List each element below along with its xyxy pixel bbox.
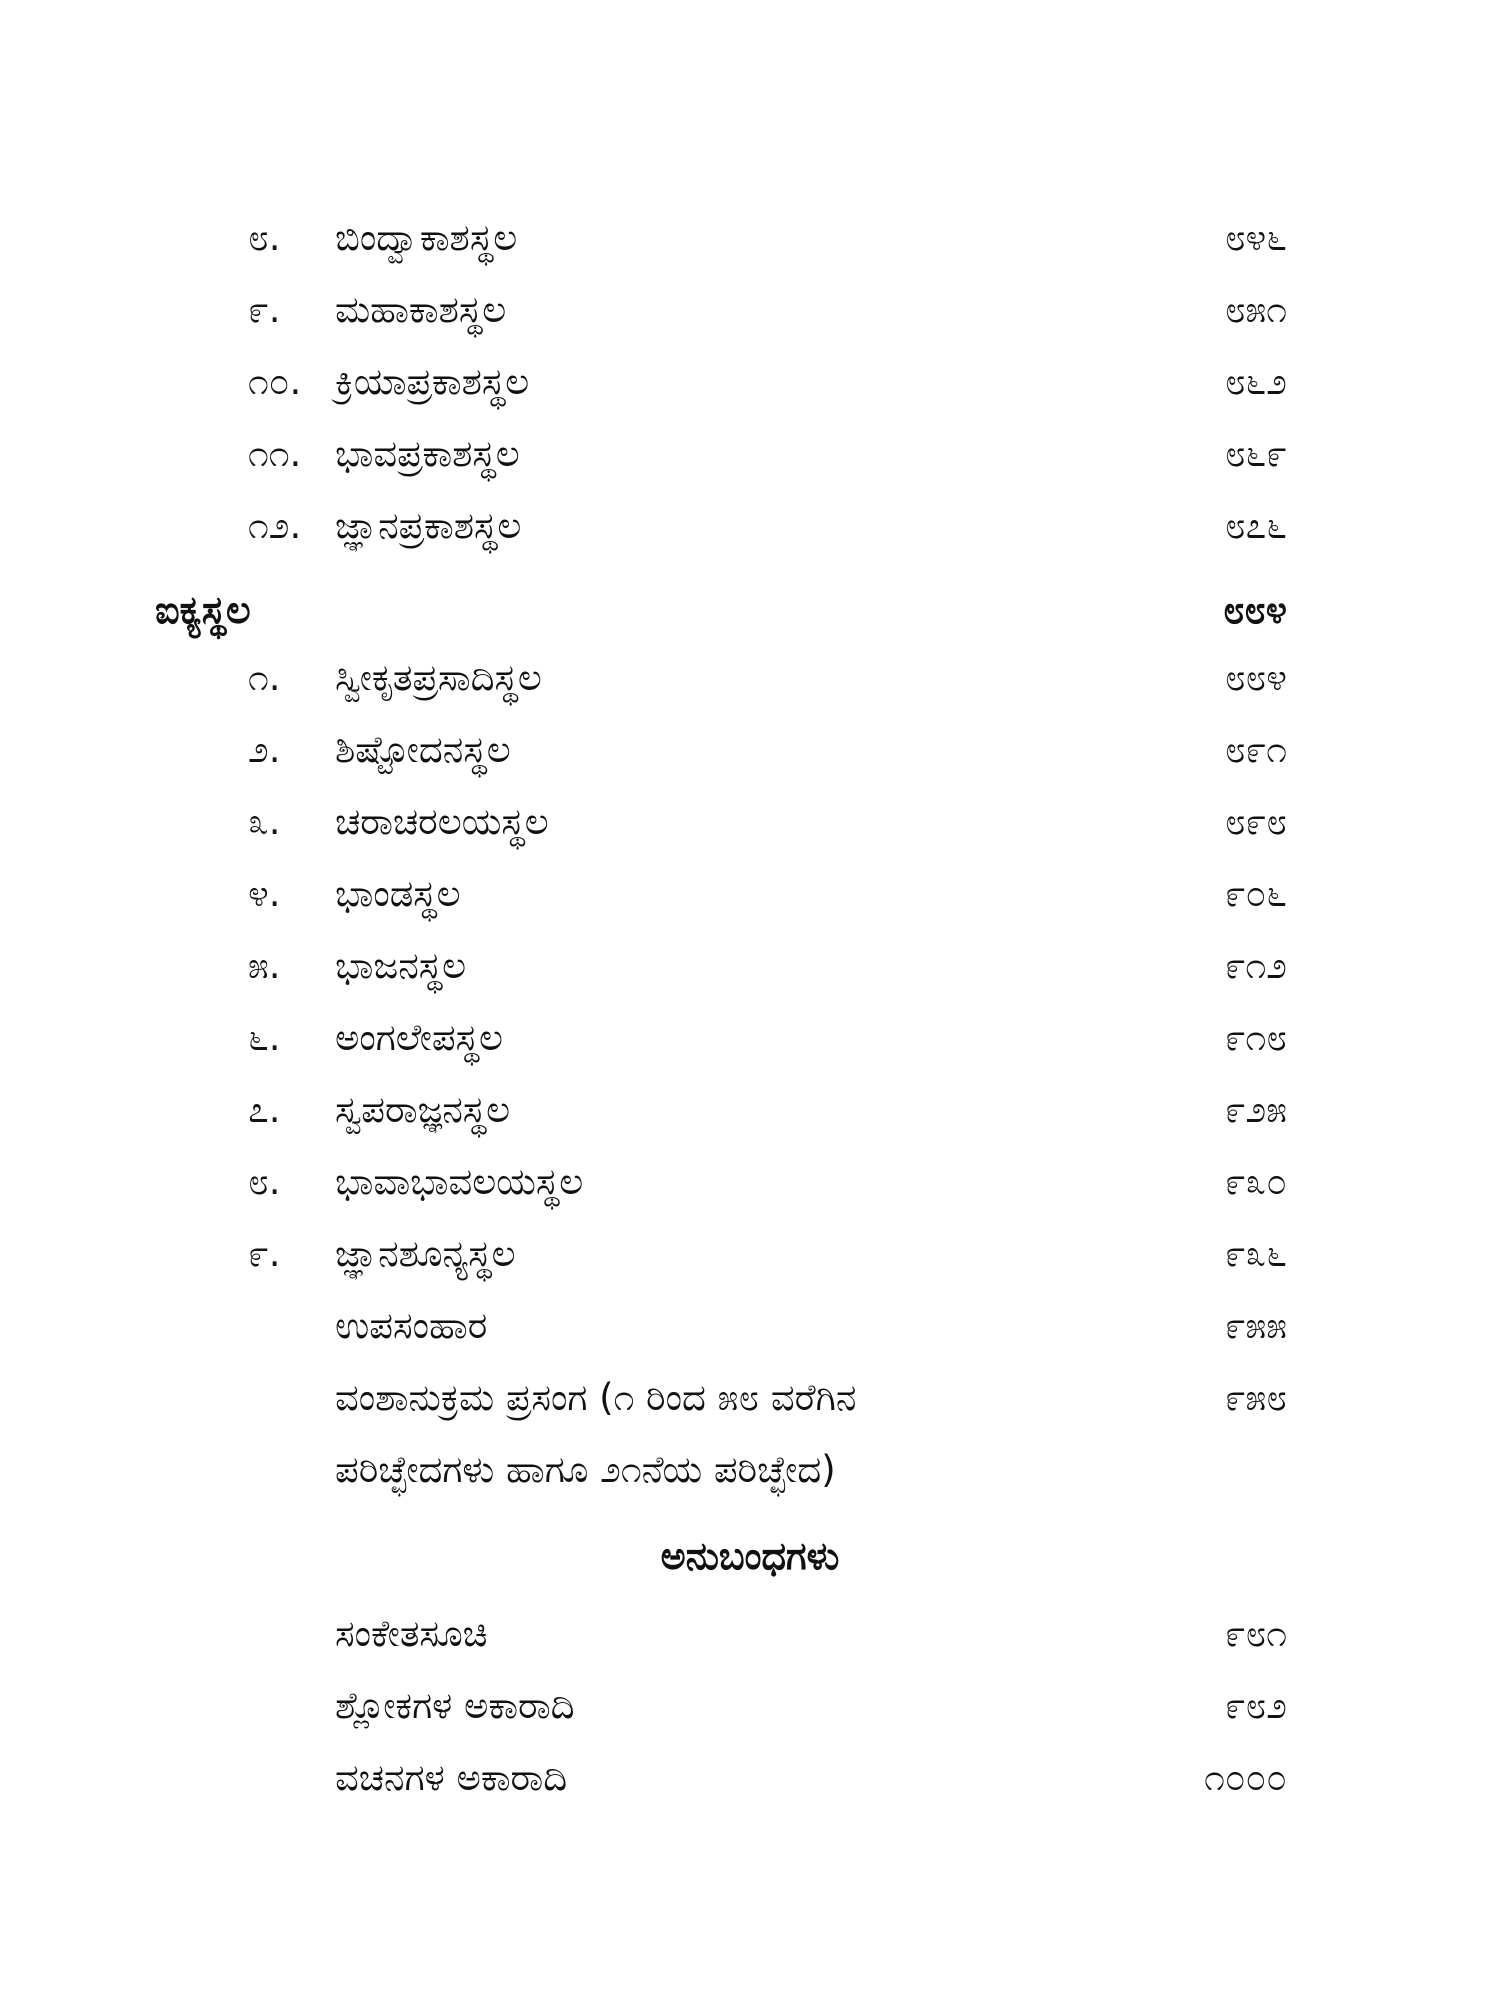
- toc-row: [0, 424, 1500, 484]
- item-page: ೮೯೮: [1224, 800, 1287, 843]
- section-page: ೮೮೪: [1223, 588, 1287, 632]
- toc-row: [0, 792, 1500, 852]
- item-title: ಅಂಗಲೇಪಸ್ಥಲ: [335, 1016, 503, 1059]
- item-number: ೬.: [248, 1016, 281, 1059]
- appendix-heading: ಅನುಬಂಧಗಳು: [660, 1534, 840, 1578]
- item-page: ೯೦೬: [1224, 872, 1287, 915]
- toc-row: [0, 352, 1500, 412]
- toc-row: [0, 208, 1500, 268]
- item-title: ಶಿಷ್ಟೋದನಸ್ಥಲ: [335, 728, 511, 771]
- item-number: ೯.: [248, 288, 281, 331]
- toc-row: [0, 1224, 1500, 1284]
- toc-row: [0, 720, 1500, 780]
- item-title: ಭಾಂಡಸ್ಥಲ: [335, 872, 461, 915]
- item-title: ಭಾಜನಸ್ಥಲ: [335, 944, 467, 987]
- toc-row: [0, 936, 1500, 996]
- item-title: ವಂಶಾನುಕ್ರಮ ಪ್ರಸಂಗ (೧ ರಿಂದ ೫೮ ವರೆಗಿನ: [335, 1376, 857, 1419]
- item-title: ಭಾವಾಭಾವಲಯಸ್ಥಲ: [335, 1160, 584, 1203]
- item-title: ಮಹಾಕಾಶಸ್ಥಲ: [335, 288, 507, 331]
- item-page: ೮೬೨: [1224, 360, 1287, 403]
- toc-row: [0, 1152, 1500, 1212]
- item-page: ೯೫೫: [1224, 1304, 1287, 1347]
- item-number: ೧೨.: [248, 504, 302, 547]
- toc-row: [0, 648, 1500, 708]
- item-number: ೪.: [248, 872, 281, 915]
- item-title: ಜ್ಞಾನಶೂನ್ಯಸ್ಥಲ: [335, 1232, 516, 1275]
- item-number: ೨.: [248, 728, 281, 771]
- item-title-continuation: ಪರಿಚ್ಛೇದಗಳು ಹಾಗೂ ೨೧ನೆಯ ಪರಿಚ್ಛೇದ): [335, 1448, 836, 1491]
- item-page: ೯೧೨: [1224, 944, 1287, 987]
- item-number: ೭.: [248, 1088, 281, 1131]
- toc-row: [0, 1296, 1500, 1356]
- item-page: ೮೫೧: [1224, 288, 1287, 331]
- item-title: ಬಿಂದ್ವಾಕಾಶಸ್ಥಲ: [335, 216, 518, 259]
- item-number: ೮.: [248, 216, 281, 259]
- item-page: ೯೩೬: [1224, 1232, 1287, 1275]
- item-title: ಉಪಸಂಹಾರ: [335, 1304, 488, 1347]
- item-page: ೯೧೮: [1224, 1016, 1287, 1059]
- item-number: ೧.: [248, 656, 281, 699]
- item-page: ೯೩೦: [1224, 1160, 1287, 1203]
- toc-row: [0, 1748, 1500, 1808]
- item-title: ಸಂಕೇತಸೂಚಿ: [335, 1612, 488, 1655]
- toc-row: [0, 1368, 1500, 1428]
- item-number: ೮.: [248, 1160, 281, 1203]
- item-page: ೮೮೪: [1224, 656, 1287, 699]
- item-number: ೧೦.: [248, 360, 302, 403]
- item-page: ೯೮೨: [1224, 1684, 1287, 1727]
- item-title: ಚರಾಚರಲಯಸ್ಥಲ: [335, 800, 549, 843]
- item-page: ೮೬೯: [1224, 432, 1287, 475]
- item-number: ೫.: [248, 944, 281, 987]
- item-page: ೯೮೧: [1224, 1612, 1287, 1655]
- item-number: ೩.: [248, 800, 281, 843]
- item-title: ವಚನಗಳ ಅಕಾರಾದಿ: [335, 1756, 568, 1799]
- item-number: ೧೧.: [248, 432, 302, 475]
- toc-row: [0, 280, 1500, 340]
- item-page: ೯೫೮: [1224, 1376, 1287, 1419]
- item-title: ಜ್ಞಾನಪ್ರಕಾಶಸ್ಥಲ: [335, 504, 522, 547]
- item-page: ೮೯೧: [1224, 728, 1287, 771]
- item-title: ಸ್ವೀಕೃತಪ್ರಸಾದಿಸ್ಥಲ: [335, 656, 542, 699]
- item-page: ೧೦೦೦: [1204, 1756, 1287, 1799]
- toc-row: [0, 1676, 1500, 1736]
- toc-row: [0, 1080, 1500, 1140]
- item-page: ೮೭೬: [1224, 504, 1287, 547]
- item-number: ೯.: [248, 1232, 281, 1275]
- toc-row: [0, 864, 1500, 924]
- section-heading: ಐಕ್ಯಸ್ಥಲ: [155, 588, 251, 632]
- item-title: ಕ್ರಿಯಾಪ್ರಕಾಶಸ್ಥಲ: [335, 360, 530, 403]
- item-page: ೯೨೫: [1224, 1088, 1287, 1131]
- item-title: ಭಾವಪ್ರಕಾಶಸ್ಥಲ: [335, 432, 520, 475]
- toc-row: [0, 1604, 1500, 1664]
- toc-row: [0, 1008, 1500, 1068]
- item-title: ಶ್ಲೋಕಗಳ ಅಕಾರಾದಿ: [335, 1684, 575, 1727]
- item-page: ೮೪೬: [1224, 216, 1287, 259]
- toc-row: [0, 496, 1500, 556]
- item-title: ಸ್ವಪರಾಜ್ಞನಸ್ಥಲ: [335, 1088, 511, 1131]
